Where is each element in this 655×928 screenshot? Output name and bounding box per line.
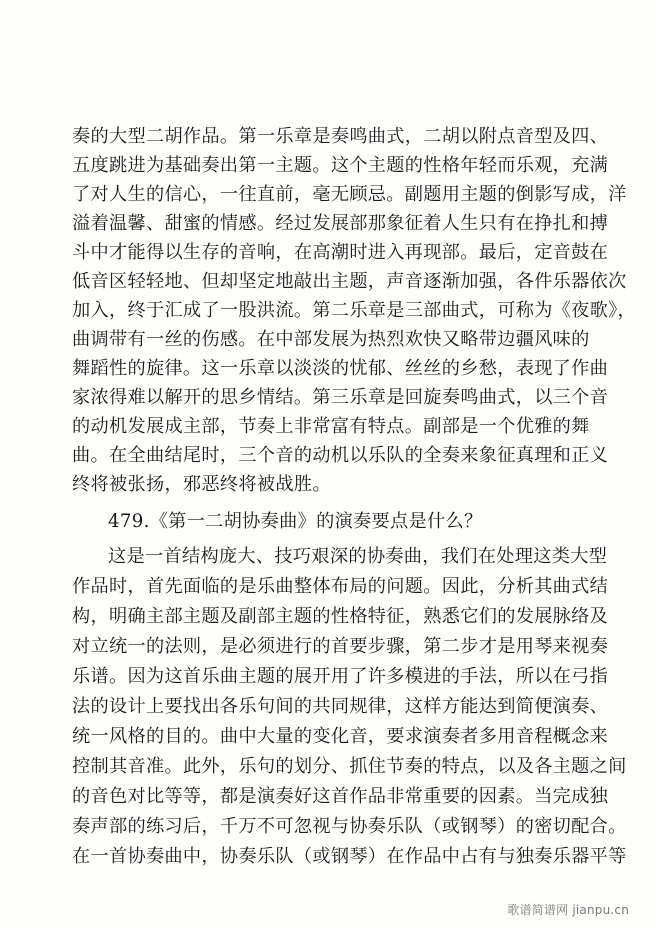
text-line: 乐谱。因为这首乐曲主题的展开用了许多模进的手法，所以在弓指 [72,666,609,687]
text-line: 对立统一的法则，是必须进行的首要步骤，第二步才是用琴来视奏 [72,636,609,657]
text-line: 法的设计上要找出各乐句间的共同规律，这样方能达到简便演奏、 [72,696,609,717]
text-line: 统一风格的目的。曲中大量的变化音，要求演奏者多用音程概念来 [72,726,609,747]
text-line: 曲调带有一丝的伤感。在中部发展为热烈欢快又略带边疆风味的 [72,329,590,350]
text-line: 家浓得难以解开的思乡情结。第三乐章是回旋奏鸣曲式，以三个音 [72,387,609,408]
site-watermark: 歌谱简谱网 jianpu.cn [507,903,629,917]
text-line: 加入，终于汇成了一股洪流。第二乐章是三部曲式，可称为《夜歌》， [72,300,637,321]
text-line: 控制其音准。此外，乐句的划分、抓住节奏的特点，以及各主题之间 [72,756,627,777]
text-line: 的动机发展成主部，节奏上非常富有特点。副部是一个优雅的舞 [72,416,590,437]
text-line: 五度跳进为基础奏出第一主题。这个主题的性格年轻而乐观，充满 [72,155,609,176]
text-line: 低音区轻轻地、但却坚定地敲出主题，声音逐渐加强，各件乐器依次 [72,271,627,292]
text-line: 了对人生的信心，一往直前，毫无顾忌。副题用主题的倒影写成，洋 [72,184,627,205]
text-line: 终将被张扬，邪恶终将被战胜。 [72,474,331,495]
text-line: 在一首协奏曲中，协奏乐队（或钢琴）在作品中占有与独奏乐器平等 [72,846,627,867]
text-line: 斗中才能得以生存的音响，在高潮时进入再现部。最后，定音鼓在 [72,242,609,263]
text-line: 曲。在全曲结尾时，三个音的动机以乐队的全奏来象征真理和正义 [72,445,609,466]
text-line: 的音色对比等等，都是演奏好这首作品非常重要的因素。当完成独 [72,786,609,807]
question-heading: 479.《第一二胡协奏曲》的演奏要点是什么？ [108,511,483,532]
text-line: 作品时，首先面临的是乐曲整体布局的问题。因此，分析其曲式结 [72,576,609,597]
text-line: 这是一首结构庞大、技巧艰深的协奏曲，我们在处理这类大型 [108,546,608,567]
text-line: 奏的大型二胡作品。第一乐章是奏鸣曲式，二胡以附点音型及四、 [72,126,609,147]
text-line: 构，明确主部主题及副部主题的性格特征，熟悉它们的发展脉络及 [72,606,609,627]
text-line: 溢着温馨、甜蜜的情感。经过发展部那象征着人生只有在挣扎和搏 [72,213,609,234]
text-line: 舞蹈性的旋律。这一乐章以淡淡的忧郁、丝丝的乡愁，表现了作曲 [72,358,609,379]
text-line: 奏声部的练习后，千万不可忽视与协奏乐队（或钢琴）的密切配合。 [72,816,627,837]
